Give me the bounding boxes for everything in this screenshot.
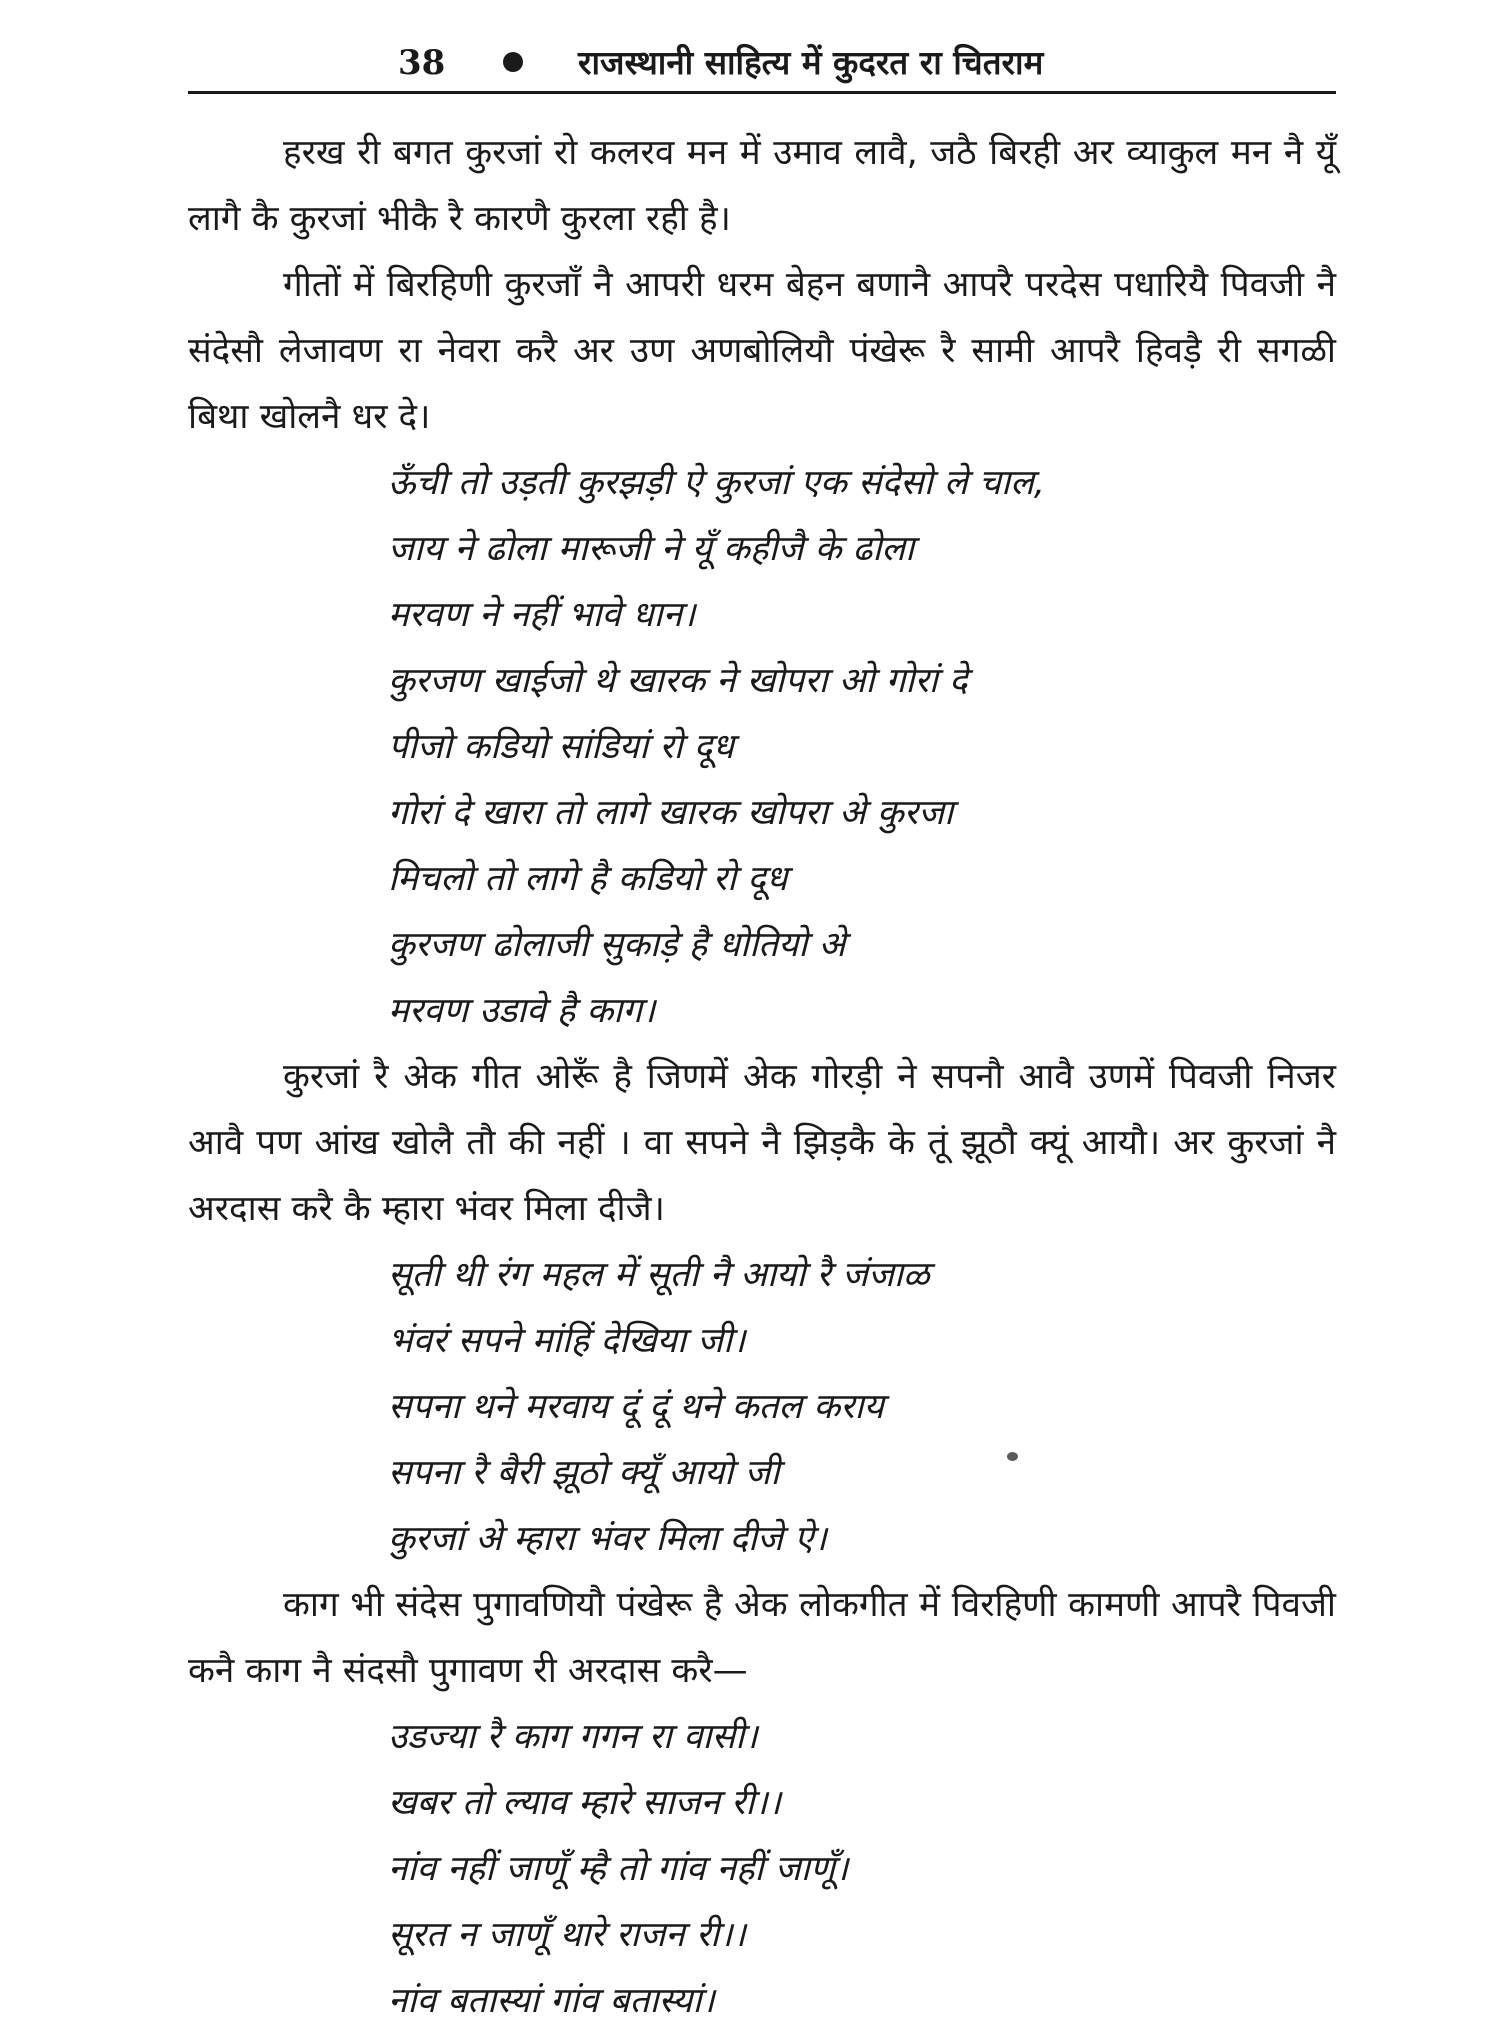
running-title: राजस्थानी साहित्य में कुदरत रा चितराम — [578, 43, 1044, 82]
verse-line: नांव नहीं जाणूँ म्है तो गांव नहीं जाणूँ। — [388, 1849, 849, 1889]
verse-line: जाय ने ढोला मारूजी ने यूँ कहीजै के ढोला — [388, 529, 915, 569]
ink-speck — [1007, 1452, 1018, 1461]
verse-line: मरवण उडावे है काग। — [388, 991, 656, 1031]
page-header — [188, 38, 1338, 88]
verse-line: उडज्या रै काग गगन रा वासी। — [388, 1717, 758, 1757]
verse-block — [188, 450, 1336, 1044]
bullet-separator-icon — [503, 52, 523, 72]
paragraph: काग भी संदेस पुगावणियौ पंखेरू है अेक लोकगीत में विरहिणी कामणी आपरै पिवजी कनै काग नै संदसौ पुगावण री अरदास करै— — [188, 1585, 1336, 1691]
verse-line: ऊँची तो उड़ती कुरझड़ी ऐ कुरजां एक संदेसो ले चाल, — [388, 463, 1045, 503]
verse-line: सपना रै बैरी झूठो क्यूँ आयो जी — [388, 1453, 780, 1493]
verse-line: कुरजण ढोलाजी सुकाड़े है धोतियो अे — [388, 925, 846, 965]
page-number: 38 — [398, 43, 446, 83]
verse-line: मरवण ने नहीं भावे धान। — [388, 595, 696, 635]
verse-line: कुरजण खाईजो थे खारक ने खोपरा ओ गोरां दे — [388, 661, 968, 701]
verse-line: सूरत न जाणूँ थारे राजन री।। — [388, 1915, 746, 1955]
verse-block — [188, 1704, 1336, 2034]
paragraph: हरख री बगत कुरजां रो कलरव मन में उमाव लावै, जठै बिरही अर व्याकुल मन नै यूँ लागै कै कुरजां भीकै रै कारणै कुरला रही है। — [188, 133, 1336, 239]
verse-line: सूती थी रंग महल में सूती नै आयो रै जंजाळ — [388, 1255, 930, 1295]
verse-line: भंवरं सपने मांहिं देखिया जी। — [388, 1321, 746, 1361]
verse-block — [188, 1242, 1336, 1572]
verse-line: नांव बतास्यां गांव बतास्यां। — [388, 1981, 715, 2021]
verse-line: सपना थने मरवाय दूं दूं थने कतल कराय — [388, 1387, 884, 1427]
paragraph: गीतों में बिरहिणी कुरजाँ नै आपरी धरम बेहन बणानै आपरै परदेस पधारियै पिवजी नै संदेसौ लेजावण रा नेवरा करै अर उण अणबोलियौ पंखेरू रै सामी आपरै हिवड़ै री सगळी बिथा खोलनै धर दे। — [188, 265, 1336, 437]
paragraph: कुरजां रै अेक गीत ओरूँ है जिणमें अेक गोरड़ी ने सपनौ आवै उणमें पिवजी निजर आवै पण आंख खोलै तौ की नहीं । वा सपने नै झिड़कै के तूं झूठौ क्यूं आयौ। अर कुरजां नै अरदास करै कै म्हारा भंवर मिला दीजै। — [188, 1057, 1336, 1229]
page-body — [188, 120, 1336, 2034]
verse-line: खबर तो ल्याव म्हारे साजन री।। — [388, 1783, 781, 1823]
verse-line: कुरजां अे म्हारा भंवर मिला दीजे ऐ। — [388, 1519, 827, 1559]
verse-line: गोरां दे खारा तो लागे खारक खोपरा अे कुरजा — [388, 793, 954, 833]
verse-line: पीजो कडियो सांडियां रो दूध — [388, 727, 734, 767]
verse-line: मिचलो तो लागे है कडियो रो दूध — [388, 859, 788, 899]
header-divider — [188, 91, 1336, 94]
